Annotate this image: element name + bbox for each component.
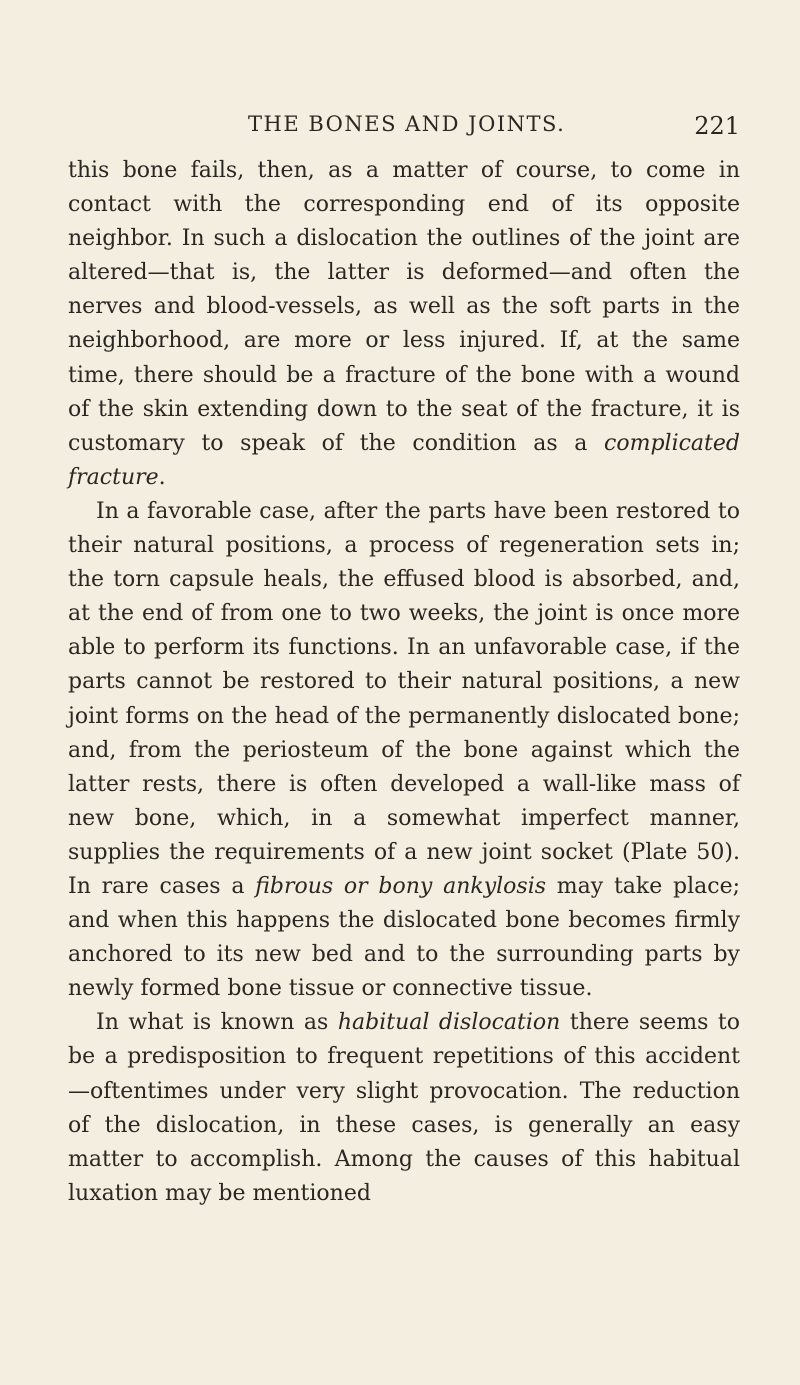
italic-term: habitual dislocation: [337, 1010, 561, 1036]
text-run: may take place; and when this happens the dislocated bone becomes firmly anchored to its new bed and to the surrounding parts by newly formed bone tissue or connective tissue.: [68, 873, 740, 1002]
text-run: In a favorable case, after the parts have been restored to their natural positions, a process of regeneration sets in; the torn capsule heals, the effused blood is absorbed, and, at the end of from one to two weeks, the joint is once more able to perform its functions. In an unfavorable case, if the parts cannot be restored to their natural positions, a new joint forms on the head of the permanently dislocated bone; and, from the periosteum of the bone against which the latter rests, there is often developed a wall-like mass of new bone, which, in a somewhat imperfect manner, supplies the requirements of a new joint socket (Plate 50). In rare cases a: [68, 498, 740, 899]
body-text: [68, 154, 740, 1211]
running-title: THE BONES AND JOINTS.: [248, 112, 566, 136]
page-number: 221: [694, 112, 740, 140]
paragraph: [68, 495, 740, 1006]
text-run: .: [158, 464, 166, 490]
running-head: [68, 112, 740, 146]
italic-term: fibrous or bony ankylosis: [255, 873, 547, 899]
text-run: there seems to be a predisposition to frequent repetitions of this accident—oftentimes under very slight provocation. The reduction of the dislocation, in these cases, is generally an easy matter to accomplish. Among the causes of this habitual luxation may be mentioned: [68, 1010, 740, 1206]
italic-term: complicated fracture: [68, 430, 740, 490]
text-run: In what is known as: [96, 1010, 338, 1036]
paragraph: [68, 1006, 740, 1211]
text-run: this bone fails, then, as a matter of course, to come in contact with the corresponding end of its opposite neighbor. In such a dislocation the outlines of the joint are altered—that is, the latter is deformed—and often the nerves and blood-vessels, as well as the soft parts in the neighborhood, are more or less injured. If, at the same time, there should be a fracture of the bone with a wound of the skin extending down to the seat of the fracture, it is customary to speak of the condition as a: [68, 158, 740, 456]
paragraph: [68, 154, 740, 495]
